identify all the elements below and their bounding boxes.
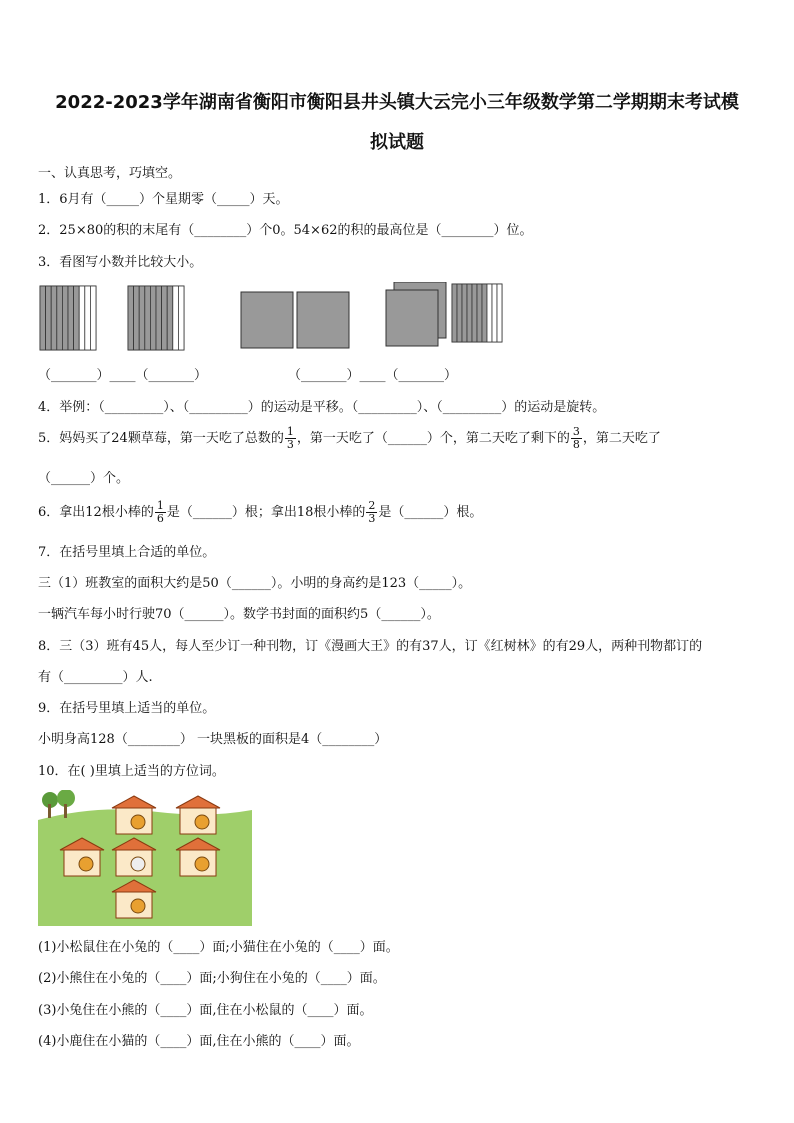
bar-group-1	[40, 286, 96, 350]
bar-group-2	[128, 286, 184, 350]
fraction-two-thirds: $\frac{2}{3}$	[368, 499, 376, 525]
animal-icon	[195, 815, 209, 829]
q3-answer-right: （_______）____（_______）	[288, 368, 458, 383]
question-8: 8．三（3）班有45人，每人至少订一种刊物，订《漫画大王》的有37人，订《红树林》的有29人，两种刊物都订的	[38, 639, 703, 654]
g3-column	[467, 284, 472, 342]
g2-column	[167, 286, 173, 350]
fraction-one-sixth: $\frac{1}{6}$	[156, 499, 164, 525]
question-8-cont: 有（_________）人.	[38, 670, 153, 685]
g1-column	[46, 286, 52, 350]
q6-part2: 是（______）根；拿出18根小棒的	[166, 505, 366, 520]
g3-column	[452, 284, 457, 342]
q6-part1: 6．拿出12根小棒的	[38, 505, 154, 520]
animal-icon	[131, 815, 145, 829]
question-3: 3．看图写小数并比较大小。	[38, 255, 203, 270]
g1-column	[74, 286, 80, 350]
g3-column	[457, 284, 462, 342]
g2-column	[145, 286, 151, 350]
q10-item-1: (1)小松鼠住在小兔的（____）面;小猫住在小兔的（____）面。	[38, 940, 399, 955]
g3-column	[482, 284, 487, 342]
animal-icon	[79, 857, 93, 871]
q10-item-4: (4)小鹿住在小猫的（____）面,住在小熊的（____）面。	[38, 1034, 360, 1049]
q10-item-2: (2)小熊住在小兔的（____）面;小狗住在小兔的（____）面。	[38, 971, 386, 986]
page-title-cont: 拟试题	[370, 132, 424, 153]
g1-column	[40, 286, 46, 350]
g2-column	[162, 286, 168, 350]
question-2: 2．25×80的积的末尾有（________）个0。54×62的积的最高位是（________）位。	[38, 223, 533, 238]
g3-column	[472, 284, 477, 342]
square-front	[386, 290, 438, 346]
question-7-line2: 一辆汽车每小时行驶70（______）。数学书封面的面积约5（______）。	[38, 607, 440, 622]
question-9-line: 小明身高128（________） 一块黑板的面积是4（________）	[38, 732, 388, 747]
g1-column	[51, 286, 57, 350]
g1-column	[79, 286, 85, 350]
question-10: 10．在( )里填上适当的方位词。	[38, 764, 225, 779]
square-1	[241, 292, 293, 348]
houses-illustration	[38, 790, 252, 926]
question-5-cont: （______）个。	[38, 471, 130, 486]
section-heading: 一、认真思考，巧填空。	[38, 166, 182, 181]
g2-column	[128, 286, 134, 350]
g2-column	[173, 286, 179, 350]
question-7-line1: 三（1）班教室的面积大约是50（______）。小明的身高约是123（_____）。	[38, 576, 472, 591]
question-4: 4．举例：（_________）、（_________）的运动是平移。（_________）、（_________）的运动是旋转。	[38, 400, 606, 415]
g3-column	[487, 284, 492, 342]
g2-column	[134, 286, 140, 350]
q5-part1: 5．妈妈买了24颗草莓，第一天吃了总数的	[38, 431, 284, 446]
q6-part3: 是（______）根。	[378, 505, 483, 520]
g1-column	[68, 286, 74, 350]
question-5	[38, 426, 661, 451]
q3-answer-left: （_______）____（_______）	[38, 368, 208, 383]
animal-icon	[131, 899, 145, 913]
question-9: 9．在括号里填上适当的单位。	[38, 701, 216, 716]
square-2	[297, 292, 349, 348]
g1-column	[90, 286, 96, 350]
g3-column	[477, 284, 482, 342]
animal-icon	[195, 857, 209, 871]
g2-column	[178, 286, 184, 350]
g1-column	[85, 286, 91, 350]
animal-icon	[131, 857, 145, 871]
question-7: 7．在括号里填上合适的单位。	[38, 545, 216, 560]
g1-column	[57, 286, 63, 350]
g3-column	[497, 284, 502, 342]
g2-column	[139, 286, 145, 350]
g3-column	[492, 284, 497, 342]
q10-item-3: (3)小兔住在小熊的（____）面,住在小松鼠的（____）面。	[38, 1003, 373, 1018]
question-6	[38, 500, 482, 525]
fraction-one-third: $\frac{1}{3}$	[286, 425, 294, 451]
question-1: 1．6月有（_____）个星期零（_____）天。	[38, 192, 289, 207]
g3-column	[462, 284, 467, 342]
g2-column	[156, 286, 162, 350]
g2-column	[150, 286, 156, 350]
q5-part2: ，第一天吃了（______）个，第二天吃了剩下的	[296, 431, 570, 446]
fraction-three-eighths: $\frac{3}{8}$	[572, 425, 580, 451]
decimal-figures	[36, 282, 516, 354]
page-title: 2022-2023学年湖南省衡阳市衡阳县井头镇大云完小三年级数学第二学期期末考试模	[55, 92, 739, 113]
q5-part3: ，第二天吃了	[582, 431, 661, 446]
g1-column	[62, 286, 68, 350]
